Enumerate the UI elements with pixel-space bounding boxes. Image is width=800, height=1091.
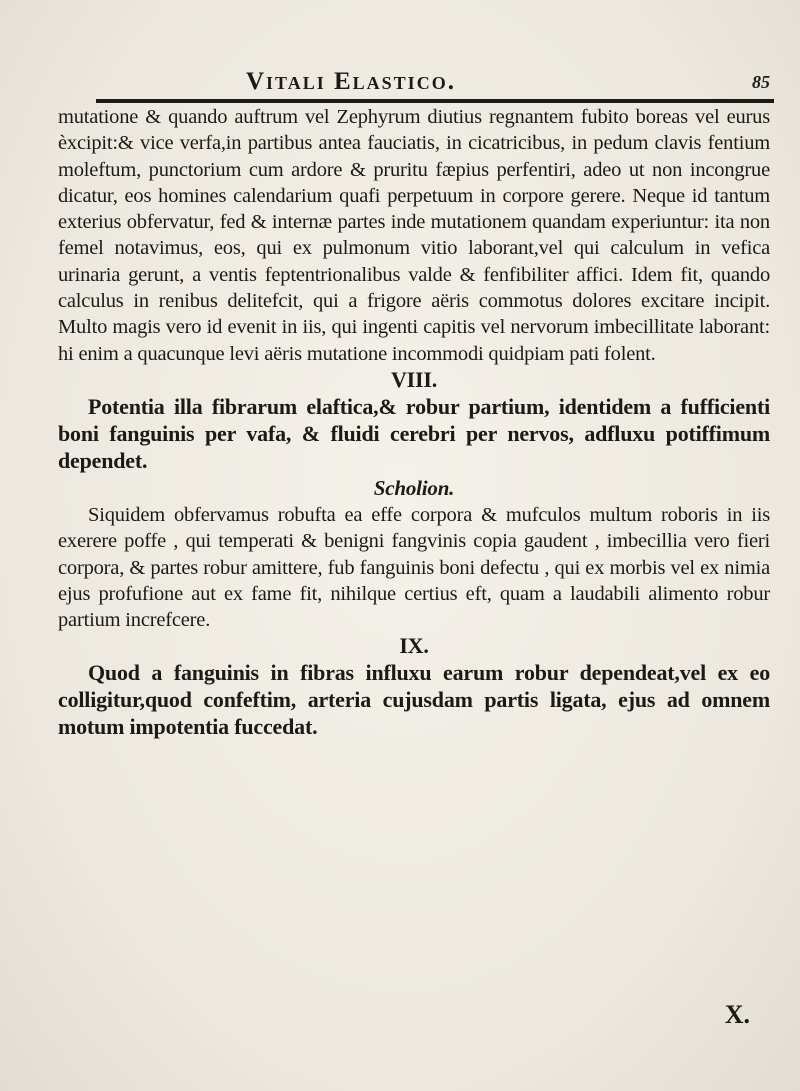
paragraph-ix: Quod a fanguinis in fibras influxu earum robur dependeat,vel ex eo colligitur,quod confeftim, arteria cujusdam partis ligata, ejus ad omnem motum impotentia fuccedat. (58, 660, 770, 740)
section-heading-viii: VIII. (390, 366, 438, 392)
page-number: 85 (752, 72, 770, 92)
page-header (96, 68, 776, 100)
section-heading-ix: IX. (399, 633, 429, 659)
catchword: X. (724, 1000, 750, 1029)
header-rule (96, 99, 774, 103)
paragraph-continuation: mutatione & quando auftrum vel Zephyrum diutius regnantem fubito boreas vel eurus èxcipit:& vice verfa,in partibus antea fauciatis, in cicatricibus, in pedum clavis fentium moleftum, punctorium cum ardore & pruritu fæpius perfentiri, adeo ut non incongrue dicatur, eos homines calendarium quafi perpetuum in corpore gerere. Neque id tantum exterius obfervatur, fed & internæ partes inde mutationem quandam experiuntur: ita non femel notavimus, eos, qui ex pulmonum vitio laborant,vel qui calculum in vefica urinaria gerunt, a ventis feptentrionalibus valde & fenfibiliter affici. Idem fit, quando calculus in renibus delitefcit, qui a frigore aëris commotus dolores excitare incipit. Multo magis vero id evenit in iis, qui ingenti capitis vel nervorum imbecillitate laborant: hi enim a quacunque levi aëris mutatione incommodi quidpiam pati folent. (58, 106, 770, 365)
body-text (58, 104, 770, 740)
scholion-label: Scholion. (373, 475, 455, 500)
paragraph-scholion: Siquidem obfervamus robufta ea effe corpora & mufculos multum roboris in iis exerere poffe , qui temperati & benigni fangvinis copia gaudent , imbecillia vero fieri corpora, & partes robur amittere, fub fanguinis boni defectu , qui ex morbis vel ex nimia ejus profufione aut ex fame fit, nihilque certius eft, quam a laudabili alimento robur partium increfcere. (58, 503, 770, 632)
paragraph-viii: Potentia illa fibrarum elaftica,& robur partium, identidem a fufficienti boni fanguinis per vafa, & fluidi cerebri per nervos, adfluxu potiffimum dependet. (58, 393, 770, 473)
running-head: Vitali Elastico. (246, 68, 456, 95)
